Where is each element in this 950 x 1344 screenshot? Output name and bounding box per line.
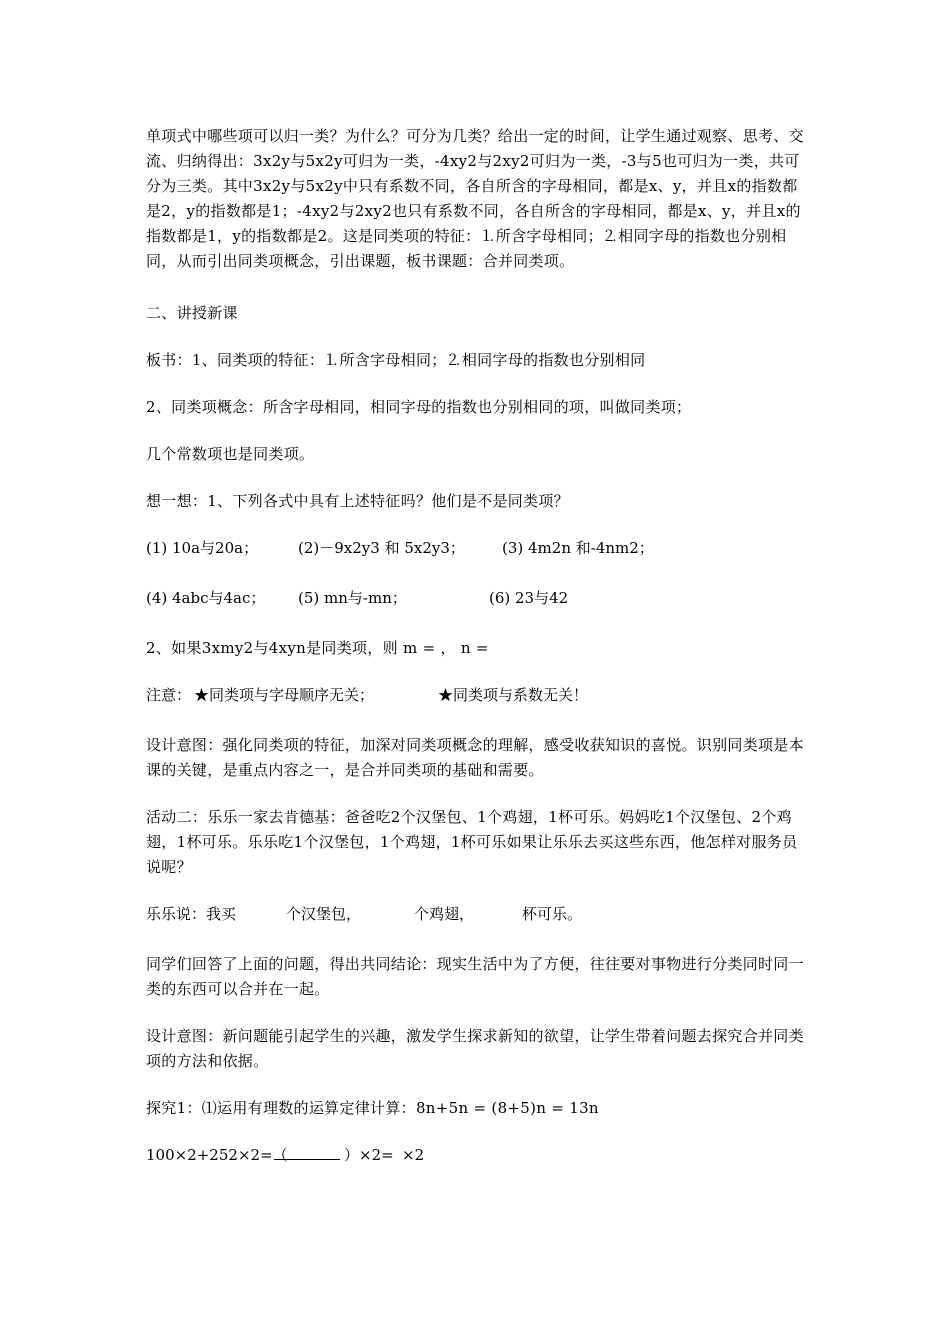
design-intent-paragraph: 设计意图：强化同类项的特征，加深对同类项概念的理解，感受收获知识的喜悦。识别同类项是本课的关键，是重点内容之一，是合并同类项的基础和需要。 <box>146 736 804 779</box>
exercise-row-1 <box>146 536 810 561</box>
lele-text: 杯可乐。 <box>522 905 583 923</box>
intro-paragraph: 单项式中哪些项可以归一类？为什么？可分为几类？给出一定的时间，让学生通过观察、思考、交流、归纳得出：3x2y与5x2y可归为一类，-4xy2与2xy2可归为一类，-3与5也可归为一类，共可分为三类。其中3x2y与5x2y中只有系数不同，各自所含的字母相同，都是x、y，并且x的指数都是2，y的指数都是1；-4xy2与2xy2也只有系数不同，各自所含的字母相同，都是x、y，并且x的指数都是1，y的指数都是2。这是同类项的特征：⒈所含字母相同；⒉相同字母的指数也分别相同，从而引出同类项概念，引出课题，板书课题：合并同类项。 <box>146 127 804 270</box>
activity-2-paragraph: 活动二：乐乐一家去肯德基：爸爸吃2个汉堡包、1个鸡翅，1杯可乐。妈妈吃1个汉堡包、2个鸡翅，1杯可乐。乐乐吃1个汉堡包，1个鸡翅，1杯可乐如果让乐乐去买这些东西，他怎样对服务员说呢？ <box>146 808 798 876</box>
calc-right: ）×2= <box>344 1146 394 1164</box>
note-item-2: ★同类项与系数无关！ <box>438 686 589 704</box>
exercise-item: (6) 23与42 <box>489 589 569 607</box>
conclusion-paragraph: 同学们回答了上面的问题，得出共同结论：现实生活中为了方便，往往要对事物进行分类同时同一类的东西可以合并在一起。 <box>146 955 804 998</box>
board-paragraph: 板书：1、同类项的特征：⒈所含字母相同；⒉相同字母的指数也分别相同 <box>146 351 646 369</box>
note-prefix: 注意： <box>146 686 192 704</box>
explore-1-paragraph: 探究1：⑴运用有理数的运算定律计算：8n+5n = (8+5)n = 13n <box>146 1099 599 1117</box>
concept-paragraph: 2、同类项概念：所含字母相同，相同字母的指数也分别相同的项，叫做同类项； <box>146 398 692 416</box>
exercise-item: (3) 4m2n 和-4nm2； <box>502 539 654 557</box>
question-2-paragraph: 2、如果3xmy2与4xyn是同类项，则 m = ， n = <box>146 639 489 657</box>
section-heading: 二、讲授新课 <box>146 304 238 322</box>
think-paragraph: 想一想：1、下列各式中具有上述特征吗？他们是不是同类项？ <box>146 492 569 510</box>
lele-text: 个鸡翅， <box>414 905 475 923</box>
exercise-item: (5) mn与-mn； <box>298 589 407 607</box>
answer-blank[interactable] <box>270 1143 344 1168</box>
lele-says-row <box>146 902 810 927</box>
constants-paragraph: 几个常数项也是同类项。 <box>146 445 315 463</box>
exercise-item: (4) 4abc与4ac； <box>146 589 266 607</box>
calc-left: 100×2+252×2=（ <box>146 1146 288 1164</box>
exercise-row-2 <box>146 586 810 611</box>
document-body <box>146 124 810 1193</box>
lele-text: 乐乐说：我买 <box>146 905 237 923</box>
calc-end: ×2 <box>402 1146 425 1164</box>
design-intent-paragraph: 设计意图：新问题能引起学生的兴趣，激发学生探求新知的欲望，让学生带着问题去探究合并同类项的方法和依据。 <box>146 1027 804 1070</box>
note-item-1: ★同类项与字母顺序无关； <box>194 686 375 704</box>
exercise-item: (1) 10a与20a； <box>146 539 259 557</box>
calc-row <box>146 1143 810 1168</box>
note-row <box>146 683 810 708</box>
exercise-item: (2)－9x2y3 和 5x2y3； <box>298 539 465 557</box>
lele-text: 个汉堡包， <box>286 905 362 923</box>
